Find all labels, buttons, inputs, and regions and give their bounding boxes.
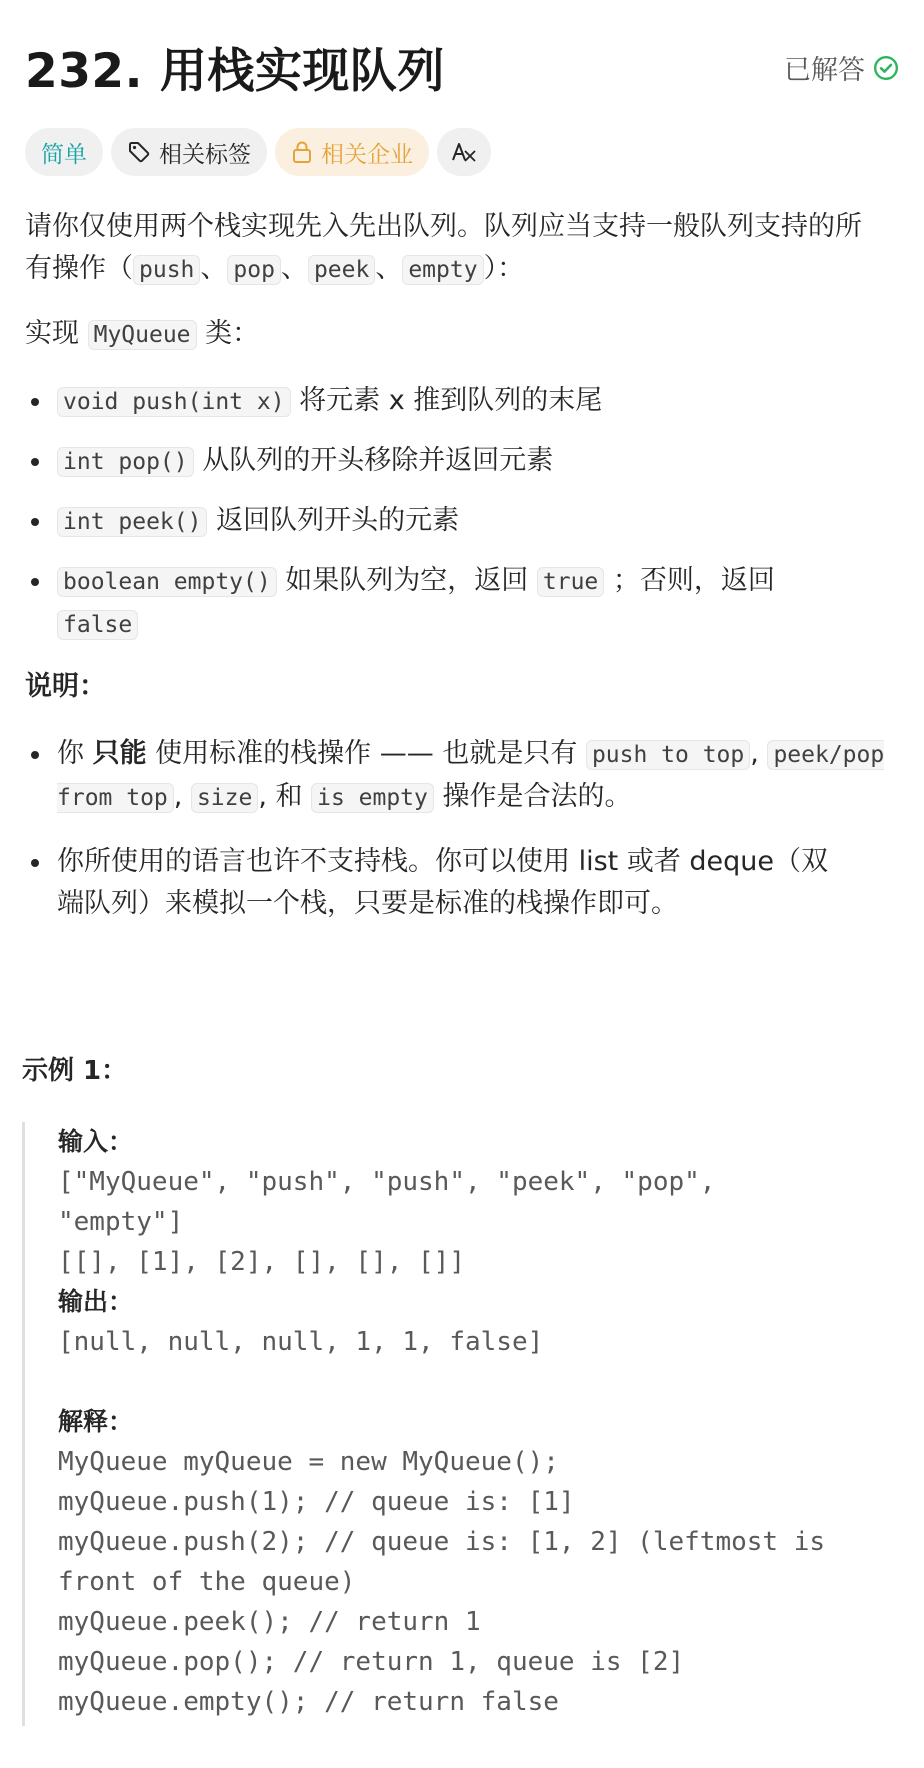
intro-paragraph	[25, 206, 899, 291]
code-method: boolean empty()	[57, 567, 277, 597]
code-false: false	[57, 610, 138, 640]
code-push-to-top: push to top	[586, 740, 750, 770]
method-description-2: ；否则，返回	[604, 565, 775, 596]
code-empty: empty	[402, 255, 483, 285]
separator: 、	[200, 253, 228, 284]
output-label: 输出：	[58, 1287, 134, 1316]
note-text: 使用标准的栈操作 —— 也就是只有	[146, 738, 586, 769]
intro-end: ）：	[483, 253, 525, 284]
related-topics-button[interactable]	[111, 128, 267, 176]
page-title: 232. 用栈实现队列	[25, 44, 445, 99]
note-text: 端队列）来模拟一个栈，只要是标准的栈操作即可。	[57, 888, 678, 919]
intro-text-1: 请你仅使用两个栈实现先入先出队列。队列应当支持一般队列支持的所	[25, 211, 862, 242]
note-text: , 和	[258, 781, 312, 812]
method-description: 将元素 x 推到队列的末尾	[290, 385, 603, 416]
list-item	[25, 733, 899, 819]
example-title	[22, 1050, 127, 1087]
code-peek-pop: peek/pop from top	[57, 742, 885, 811]
difficulty-badge[interactable]	[25, 128, 103, 176]
list-item	[25, 440, 899, 483]
translate-icon	[451, 139, 477, 165]
note-text: 你所使用的语言也许不支持栈。你可以使用 list 或者 deque（双	[57, 846, 829, 877]
example-block	[22, 1122, 902, 1726]
explanation-line: myQueue.peek(); // return 1	[58, 1607, 481, 1637]
notes-title	[25, 666, 899, 708]
method-description: 从队列的开头移除并返回元素	[193, 445, 554, 476]
code-peek: peek	[308, 255, 375, 285]
separator: 、	[375, 253, 403, 284]
related-companies-label: 相关企业	[321, 141, 413, 168]
tag-icon	[127, 140, 151, 164]
explanation-label: 解释：	[58, 1407, 134, 1436]
notes-heading: 说明：	[25, 671, 106, 702]
explanation-line: myQueue.push(1); // queue is: [1]	[58, 1487, 575, 1517]
separator: ,	[750, 738, 768, 769]
input-label: 输入：	[58, 1127, 134, 1156]
code-method: int pop()	[57, 447, 194, 477]
code-true: true	[537, 567, 604, 597]
output-line: [null, null, null, 1, 1, false]	[58, 1327, 544, 1357]
tag-bar	[25, 128, 491, 176]
related-companies-button[interactable]	[275, 128, 429, 176]
method-list	[25, 380, 899, 646]
lock-icon	[291, 140, 313, 164]
spacer	[58, 1362, 902, 1402]
solved-status-label: 已解答	[784, 55, 865, 86]
related-topics-label: 相关标签	[159, 141, 251, 168]
notes-list	[25, 733, 899, 925]
difficulty-label: 简单	[41, 141, 87, 168]
separator: ,	[173, 781, 191, 812]
list-item	[25, 500, 899, 543]
implement-prefix: 实现	[25, 318, 88, 349]
list-item	[25, 841, 899, 925]
list-item	[25, 560, 899, 646]
code-myqueue: MyQueue	[88, 320, 197, 350]
explanation-line: MyQueue myQueue = new MyQueue();	[58, 1447, 559, 1477]
solved-status[interactable]	[784, 48, 899, 87]
implement-suffix: 类：	[196, 318, 260, 349]
input-line: "empty"]	[58, 1207, 184, 1237]
separator: 、	[280, 253, 308, 284]
input-line: [[], [1], [2], [], [], []]	[58, 1247, 465, 1277]
note-text: 你	[57, 738, 93, 769]
method-description: 如果队列为空，返回	[276, 565, 537, 596]
code-push: push	[133, 255, 200, 285]
explanation-line: myQueue.push(2); // queue is: [1, 2] (leftmost is	[58, 1527, 826, 1557]
implement-paragraph	[25, 313, 899, 356]
input-line: ["MyQueue", "push", "push", "peek", "pop",	[58, 1167, 716, 1197]
translate-button[interactable]	[437, 128, 491, 176]
code-size: size	[191, 783, 258, 813]
code-pop: pop	[227, 255, 281, 285]
code-method: int peek()	[57, 507, 207, 537]
note-emphasis: 只能	[92, 738, 147, 769]
explanation-line: myQueue.empty(); // return false	[58, 1687, 559, 1717]
explanation-line: myQueue.pop(); // return 1, queue is [2]	[58, 1647, 685, 1677]
note-text: 操作是合法的。	[433, 781, 632, 812]
example-heading: 示例 1：	[22, 1056, 128, 1086]
intro-text-2: 有操作（	[25, 253, 133, 284]
code-method: void push(int x)	[57, 387, 291, 417]
method-description: 返回队列开头的元素	[207, 505, 460, 536]
list-item	[25, 380, 899, 423]
header	[25, 28, 899, 98]
check-circle-icon	[873, 55, 899, 81]
problem-description	[25, 210, 899, 925]
explanation-line: front of the queue)	[58, 1567, 356, 1597]
code-is-empty: is empty	[311, 783, 434, 813]
